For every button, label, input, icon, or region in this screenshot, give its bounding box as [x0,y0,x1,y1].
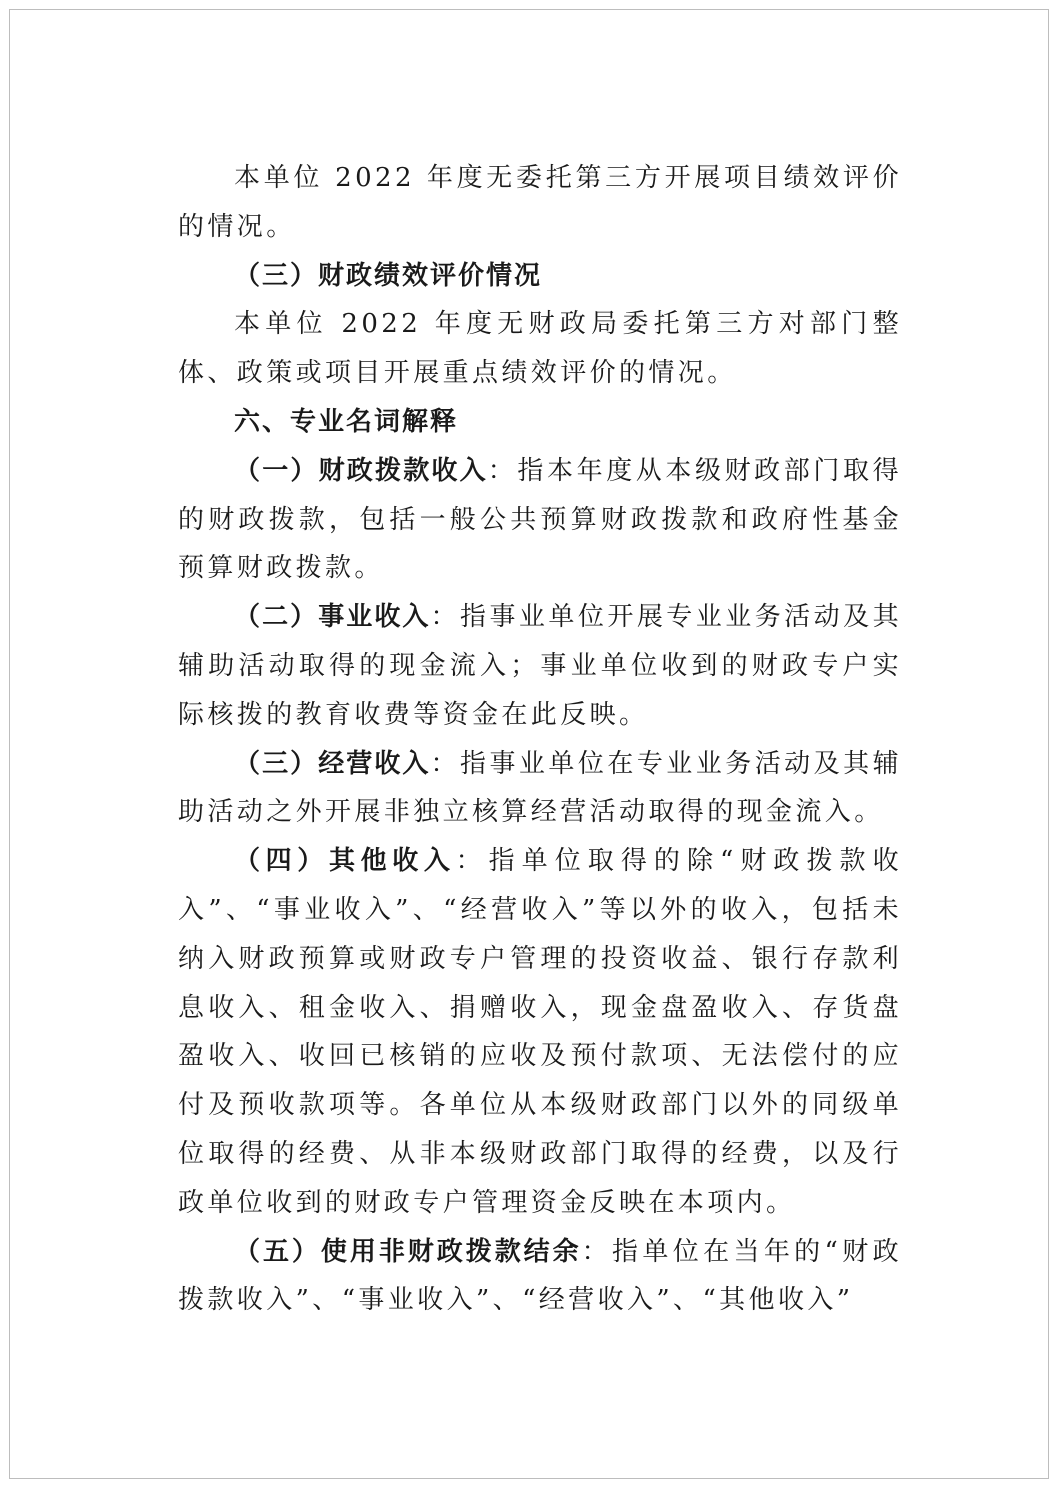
term-label: （四）其他收入 [234,846,456,877]
term-definition [178,1228,902,1326]
paragraph-no-third-party-evaluation: 本单位 2022 年度无委托第三方开展项目绩效评价的情况。 [178,163,902,242]
section-heading-fiscal-evaluation: （三）财政绩效评价情况 [234,260,543,291]
term-text: ：指本年度从本级财政部门取得的财政拨款，包括一般公共预算财政拨款和政府性基金预算财政拨款。 [178,455,902,584]
document-body [178,154,902,1325]
term-text: ：指单位在当年的“财政拨款收入”、“事业收入”、“经营收入”、“其他收入” [178,1236,902,1316]
page [9,9,1049,1479]
term-text: ：指单位取得的除“财政拨款收入”、“事业收入”、“经营收入”等以外的收入，包括未纳入财政预算或财政专户管理的投资收益、银行存款利息收入、租金收入、捐赠收入，现金盘盈收入、存货盘盈收入、收回已核销的应收及预付款项、无法偿付的应付及预收款项等。各单位从本级财政部门以外的同级单位取得的经费、从非本级财政部门取得的经费，以及行政单位收到的财政专户管理资金反映在本项内。 [178,846,902,1218]
term-definition [178,740,902,838]
term-label: （五）使用非财政拨款结余 [234,1236,582,1267]
term-label: （一）财政拨款收入 [234,455,488,486]
term-label: （二）事业收入 [234,602,431,633]
section-heading-terms: 六、专业名词解释 [234,406,459,437]
paragraph-no-finance-bureau-evaluation: 本单位 2022 年度无财政局委托第三方对部门整体、政策或项目开展重点绩效评价的情况。 [178,309,902,389]
term-definition [178,447,902,593]
term-text: ：指事业单位在专业业务活动及其辅助活动之外开展非独立核算经营活动取得的现金流入。 [178,748,902,828]
term-definition [178,837,902,1227]
term-definition [178,593,902,739]
term-text: ：指事业单位开展专业业务活动及其辅助活动取得的现金流入；事业单位收到的财政专户实际核拨的教育收费等资金在此反映。 [178,602,902,730]
term-label: （三）经营收入 [234,748,431,779]
